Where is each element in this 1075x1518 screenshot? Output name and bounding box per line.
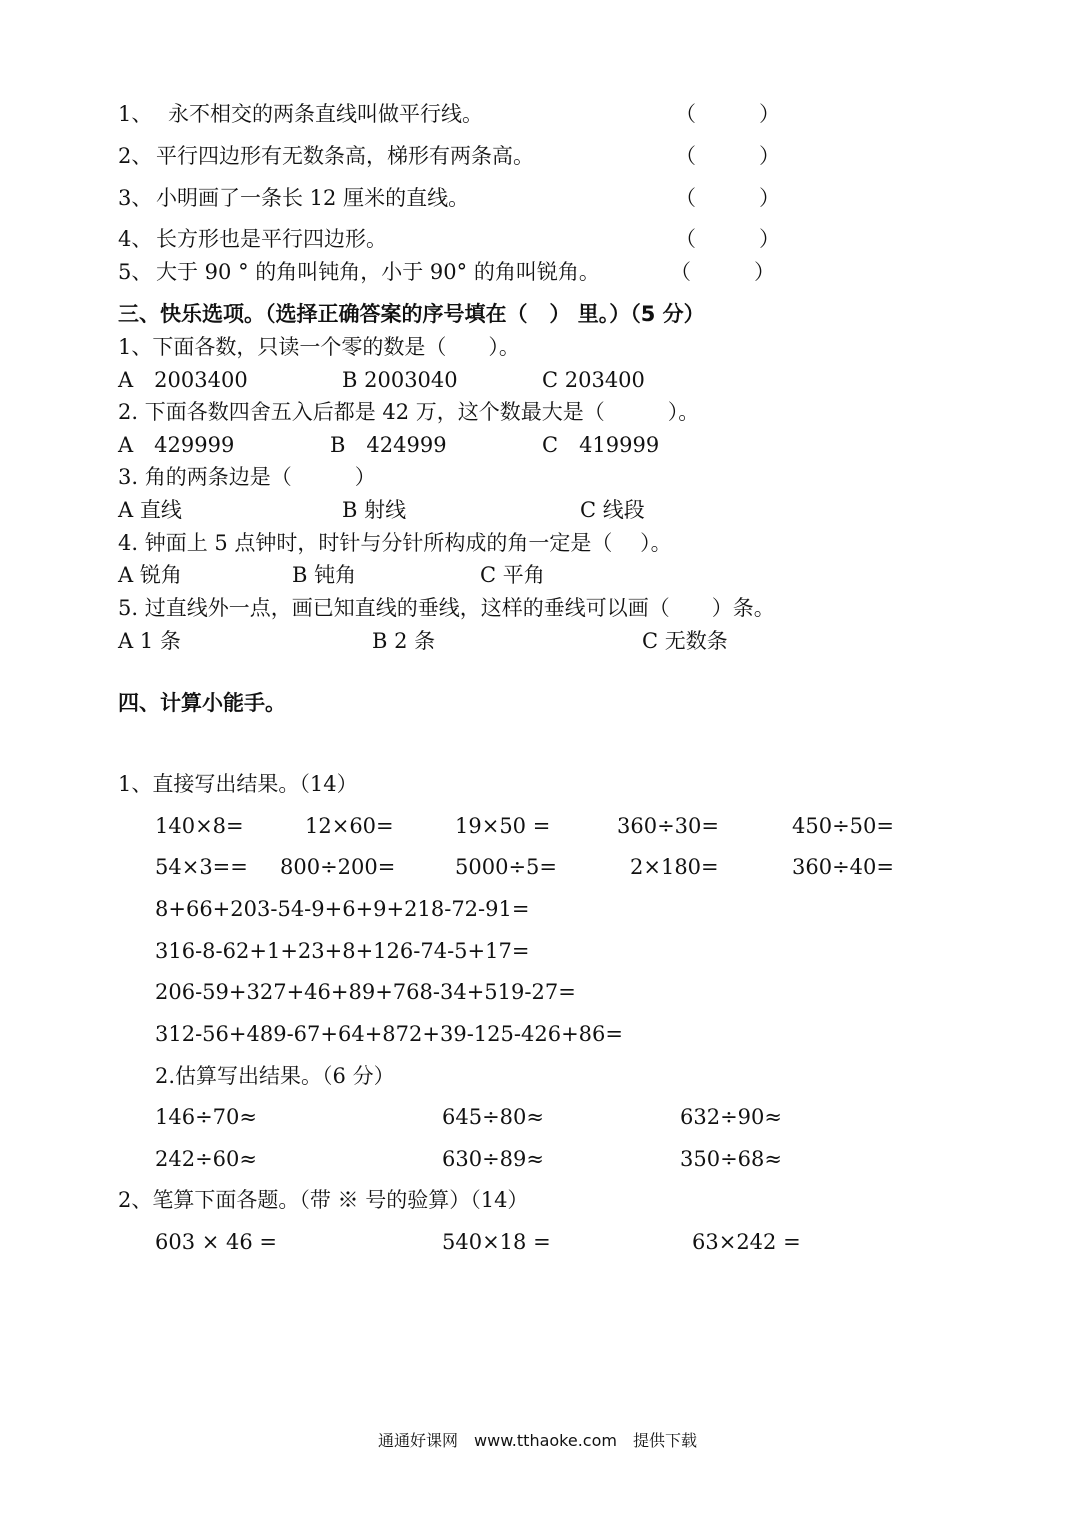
choice-q2-option-c: C 419999: [542, 433, 660, 457]
judge-4-number: 4、: [118, 227, 153, 251]
judge-5-answer-blank: （ ）: [670, 260, 775, 284]
calc-r1-c2: 12×60=: [305, 814, 394, 838]
calc-r1-c5: 450÷50=: [792, 814, 894, 838]
choice-q4-option-b: B 钝角: [292, 563, 357, 587]
choice-q1: 1、下面各数，只读一个零的数是（ ）。: [118, 335, 520, 359]
choice-q5-option-a: A 1 条: [118, 629, 181, 653]
judge-3-number: 3、: [118, 186, 153, 210]
long-calc-3: 206-59+327+46+89+768-34+519-27=: [155, 980, 576, 1004]
written-calc-2: 540×18 =: [442, 1230, 551, 1254]
section-3-title: 三、快乐选项。（选择正确答案的序号填在（ ） 里。）（5 分）: [118, 302, 705, 326]
judge-4-answer-blank: （ ）: [675, 227, 780, 251]
estimate-r1-c3: 632÷90≈: [680, 1105, 782, 1129]
estimate-r1-c2: 645÷80≈: [442, 1105, 544, 1129]
choice-q3-option-a: A 直线: [118, 498, 182, 522]
long-calc-4: 312-56+489-67+64+872+39-125-426+86=: [155, 1022, 623, 1046]
judge-3-text: 小明画了一条长 12 厘米的直线。: [156, 186, 470, 210]
choice-q1-option-c: C 203400: [542, 368, 645, 392]
choice-q5-option-c: C 无数条: [642, 629, 728, 653]
calc-r2-c2: 800÷200=: [280, 855, 396, 879]
long-calc-2: 316-8-62+1+23+8+126-74-5+17=: [155, 939, 530, 963]
choice-q5: 5. 过直线外一点，画已知直线的垂线，这样的垂线可以画（ ）条。: [118, 596, 775, 620]
estimate-title: 2.估算写出结果。（6 分）: [155, 1064, 395, 1088]
calc-r2-c3: 5000÷5=: [455, 855, 557, 879]
long-calc-1: 8+66+203-54-9+6+9+218-72-91=: [155, 897, 530, 921]
calc-r1-c4: 360÷30=: [617, 814, 719, 838]
judge-2-text: 平行四边形有无数条高，梯形有两条高。: [156, 144, 534, 168]
judge-1-number: 1、: [118, 102, 153, 126]
calc-r1-c1: 140×8=: [155, 814, 244, 838]
calc-r2-c5: 360÷40=: [792, 855, 894, 879]
direct-calc-title: 1、直接写出结果。（14）: [118, 772, 358, 796]
judge-2-number: 2、: [118, 144, 153, 168]
section-4-title: 四、计算小能手。: [118, 691, 286, 715]
judge-3-answer-blank: （ ）: [675, 186, 780, 210]
judge-4-text: 长方形也是平行四边形。: [156, 227, 387, 251]
estimate-r2-c2: 630÷89≈: [442, 1147, 544, 1171]
choice-q2-option-b: B 424999: [330, 433, 447, 457]
written-calc-title: 2、笔算下面各题。（带 ※ 号的验算）（14）: [118, 1188, 529, 1212]
estimate-r2-c3: 350÷68≈: [680, 1147, 782, 1171]
calc-r1-c3: 19×50 =: [455, 814, 551, 838]
choice-q5-option-b: B 2 条: [372, 629, 436, 653]
judge-2-answer-blank: （ ）: [675, 144, 780, 168]
page-footer: 通通好课网 www.tthaoke.com 提供下载: [378, 1431, 697, 1450]
judge-5-number: 5、: [118, 260, 153, 284]
choice-q3: 3. 角的两条边是（ ）: [118, 465, 376, 489]
choice-q2-option-a: A 429999: [118, 433, 235, 457]
judge-1-answer-blank: （ ）: [675, 102, 780, 126]
choice-q1-option-a: A 2003400: [118, 368, 248, 392]
choice-q2: 2. 下面各数四舍五入后都是 42 万，这个数最大是（ ）。: [118, 400, 700, 424]
written-calc-1: 603 × 46 =: [155, 1230, 278, 1254]
estimate-r1-c1: 146÷70≈: [155, 1105, 257, 1129]
choice-q4: 4. 钟面上 5 点钟时，时针与分针所构成的角一定是（ ）。: [118, 531, 672, 555]
choice-q4-option-a: A 锐角: [118, 563, 182, 587]
written-calc-3: 63×242 =: [692, 1230, 801, 1254]
choice-q3-option-c: C 线段: [580, 498, 645, 522]
estimate-r2-c1: 242÷60≈: [155, 1147, 257, 1171]
choice-q3-option-b: B 射线: [342, 498, 407, 522]
calc-r2-c4: 2×180=: [630, 855, 719, 879]
judge-1-text: 永不相交的两条直线叫做平行线。: [168, 102, 483, 126]
choice-q4-option-c: C 平角: [480, 563, 545, 587]
judge-5-text: 大于 90 ° 的角叫钝角，小于 90° 的角叫锐角。: [156, 260, 600, 284]
calc-r2-c1: 54×3==: [155, 855, 248, 879]
choice-q1-option-b: B 2003040: [342, 368, 458, 392]
